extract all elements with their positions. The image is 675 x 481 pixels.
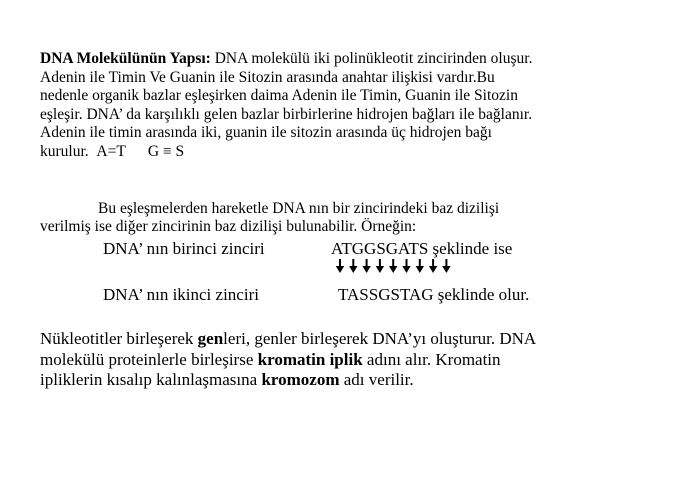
- down-arrow-icon: [416, 259, 424, 273]
- strand1-label: DNA’ nın birinci zinciri: [103, 239, 265, 258]
- paragraph-pairing-example-intro: [40, 200, 640, 236]
- down-arrow-icon: [376, 259, 384, 273]
- down-arrow-icon: [362, 259, 370, 273]
- line-4: eşleşir. DNA’ da karşılıklı gelen bazlar birbirlerine hidrojen bağları ile bağlanır.: [40, 105, 533, 123]
- strand2-sequence: TASSGSTAG şeklinde olur.: [338, 285, 530, 304]
- down-arrow-icon: [349, 259, 357, 273]
- line-2: Adenin ile Timin Ve Guanin ile Sitozin arasında anahtar ilişkisi vardır.Bu: [40, 68, 495, 86]
- line-3: nedenle organik bazlar eşleşirken daima Adenin ile Timin, Guanin ile Sitozin: [40, 87, 518, 105]
- line-5: Adenin ile timin arasında iki, guanin ile sitozin arasında üç hidrojen bağı: [40, 124, 492, 142]
- strand1-sequence: ATGGSGATS şeklinde ise: [331, 239, 513, 258]
- section-heading: DNA Molekülünün Yapsı:: [40, 50, 211, 67]
- down-arrow-icon: [442, 259, 450, 273]
- paragraph-chromosome: [40, 329, 650, 391]
- down-arrow-icon: [389, 259, 397, 273]
- line-1: DNA Molekülünün Yapsı: DNA molekülü iki polinükleotit zincirinden oluşur.: [40, 50, 533, 67]
- paragraph-dna-structure: [40, 50, 640, 162]
- line-1: Nükleotitler birleşerek genleri, genler birleşerek DNA’yı oluşturur. DNA: [40, 329, 537, 348]
- down-arrow-icon: [336, 259, 344, 273]
- term-gen: gen: [197, 329, 224, 348]
- line-6: kurulur. A=T G ≡ S: [40, 142, 185, 160]
- down-arrow-icon: [402, 259, 410, 273]
- pairing-arrows: [336, 258, 456, 274]
- pair-gs: G ≡ S: [147, 142, 185, 160]
- term-kromatin-iplik: kromatin iplik: [257, 349, 363, 369]
- term-kromozom: kromozom: [261, 370, 340, 389]
- line-1: Bu eşleşmelerden hareketle DNA nın bir zincirindeki baz dizilişi: [98, 200, 500, 217]
- down-arrow-icon: [429, 259, 437, 273]
- line-2: verilmiş ise diğer zincirinin baz dizilişi bulunabilir. Örneğin:: [40, 218, 417, 235]
- pair-at: A=T: [96, 142, 126, 160]
- strand2-label: DNA’ nın ikinci zinciri: [103, 285, 259, 304]
- line-2: molekülü proteinlerle birleşirse kromatin iplik adını alır. Kromatin: [40, 349, 501, 369]
- line-3: ipliklerin kısalıp kalınlaşmasına kromozom adı verilir.: [40, 370, 414, 389]
